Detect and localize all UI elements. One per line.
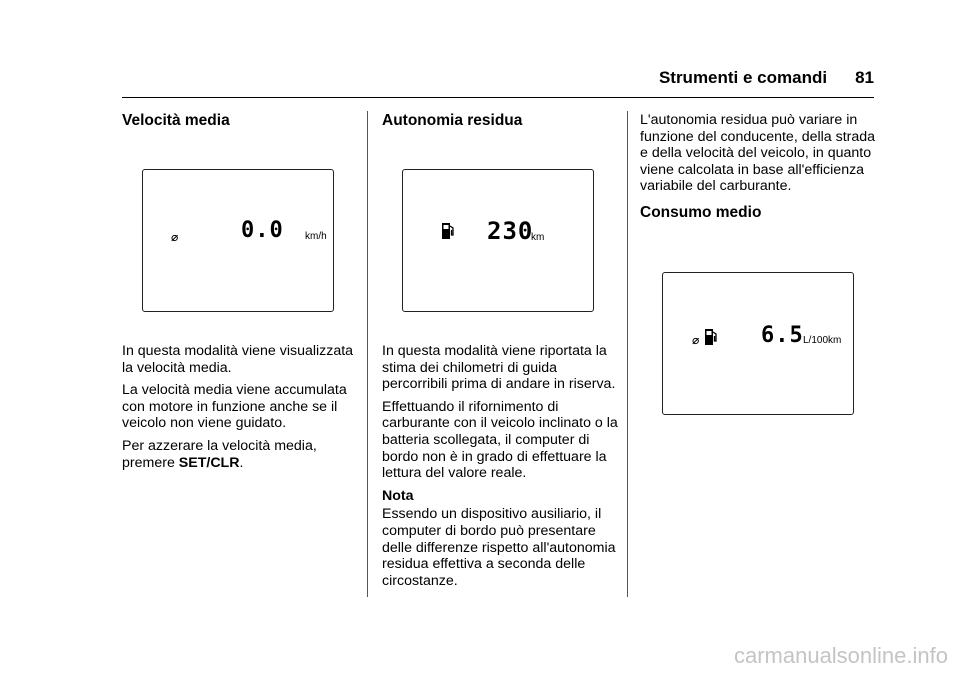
page-header [0,68,874,88]
display-value: 6.5 [761,323,804,348]
set-clr-label: SET/CLR [178,454,240,471]
nota-heading: Nota [382,487,414,504]
average-symbol: ⌀ [171,230,179,244]
heading-autonomia-residua: Autonomia residua [382,112,523,129]
column-autonomia-residua-text [382,343,618,595]
header-title: Strumenti e comandi [658,68,828,87]
fuel-pump-icon [704,326,718,346]
fuel-pump-icon [441,220,455,240]
paragraph: Essendo un dispositivo ausiliario, il computer di bordo può presentare delle differenze rispetto all'autonomia residua effettiva a seconda delle circostanze. [382,506,616,589]
heading-consumo-medio: Consumo medio [640,203,762,221]
column-consumo-medio [640,112,876,222]
column-velocita-media-text [122,343,358,477]
column-divider-1 [367,111,368,597]
display-unit: km/h [305,231,327,242]
heading-velocita-media: Velocità media [122,112,230,129]
display-value: 230 [487,217,534,245]
column-velocita-media [122,112,354,130]
display-autonomia-residua [402,169,594,312]
header-rule [122,97,874,98]
display-velocita-media [142,169,334,312]
paragraph: Per azzerare la velocità media, premere SET/CLR. [122,437,317,471]
display-consumo-medio [662,272,854,415]
display-value: 0.0 [241,218,284,243]
paragraph: Effettuando il rifornimento di carburante con il veicolo inclinato o la batteria scollegata, il computer di bordo non è in grado di effettuare la lettura del valore reale. [382,398,618,482]
paragraph: In questa modalità viene visualizzata la velocità media. [122,343,354,376]
paragraph: L'autonomia residua può variare in funzione del conducente, della strada e della velocità del veicolo, in quanto viene calcolata in base all'efficienza variabile del carburante. [640,112,876,195]
average-symbol: ⌀ [692,333,700,347]
paragraph: La velocità media viene accumulata con motore in funzione anche se il veicolo non viene guidato. [122,382,347,432]
display-unit: L/100km [803,335,842,346]
page-number: 81 [855,68,874,87]
column-divider-2 [627,111,628,597]
paragraph: In questa modalità viene riportata la stima dei chilometri di guida percorribili prima di andare in riserva. [382,343,616,393]
column-autonomia-residua [382,112,618,130]
display-unit: km [531,232,545,243]
watermark: carmanualsonline.info [733,643,948,668]
